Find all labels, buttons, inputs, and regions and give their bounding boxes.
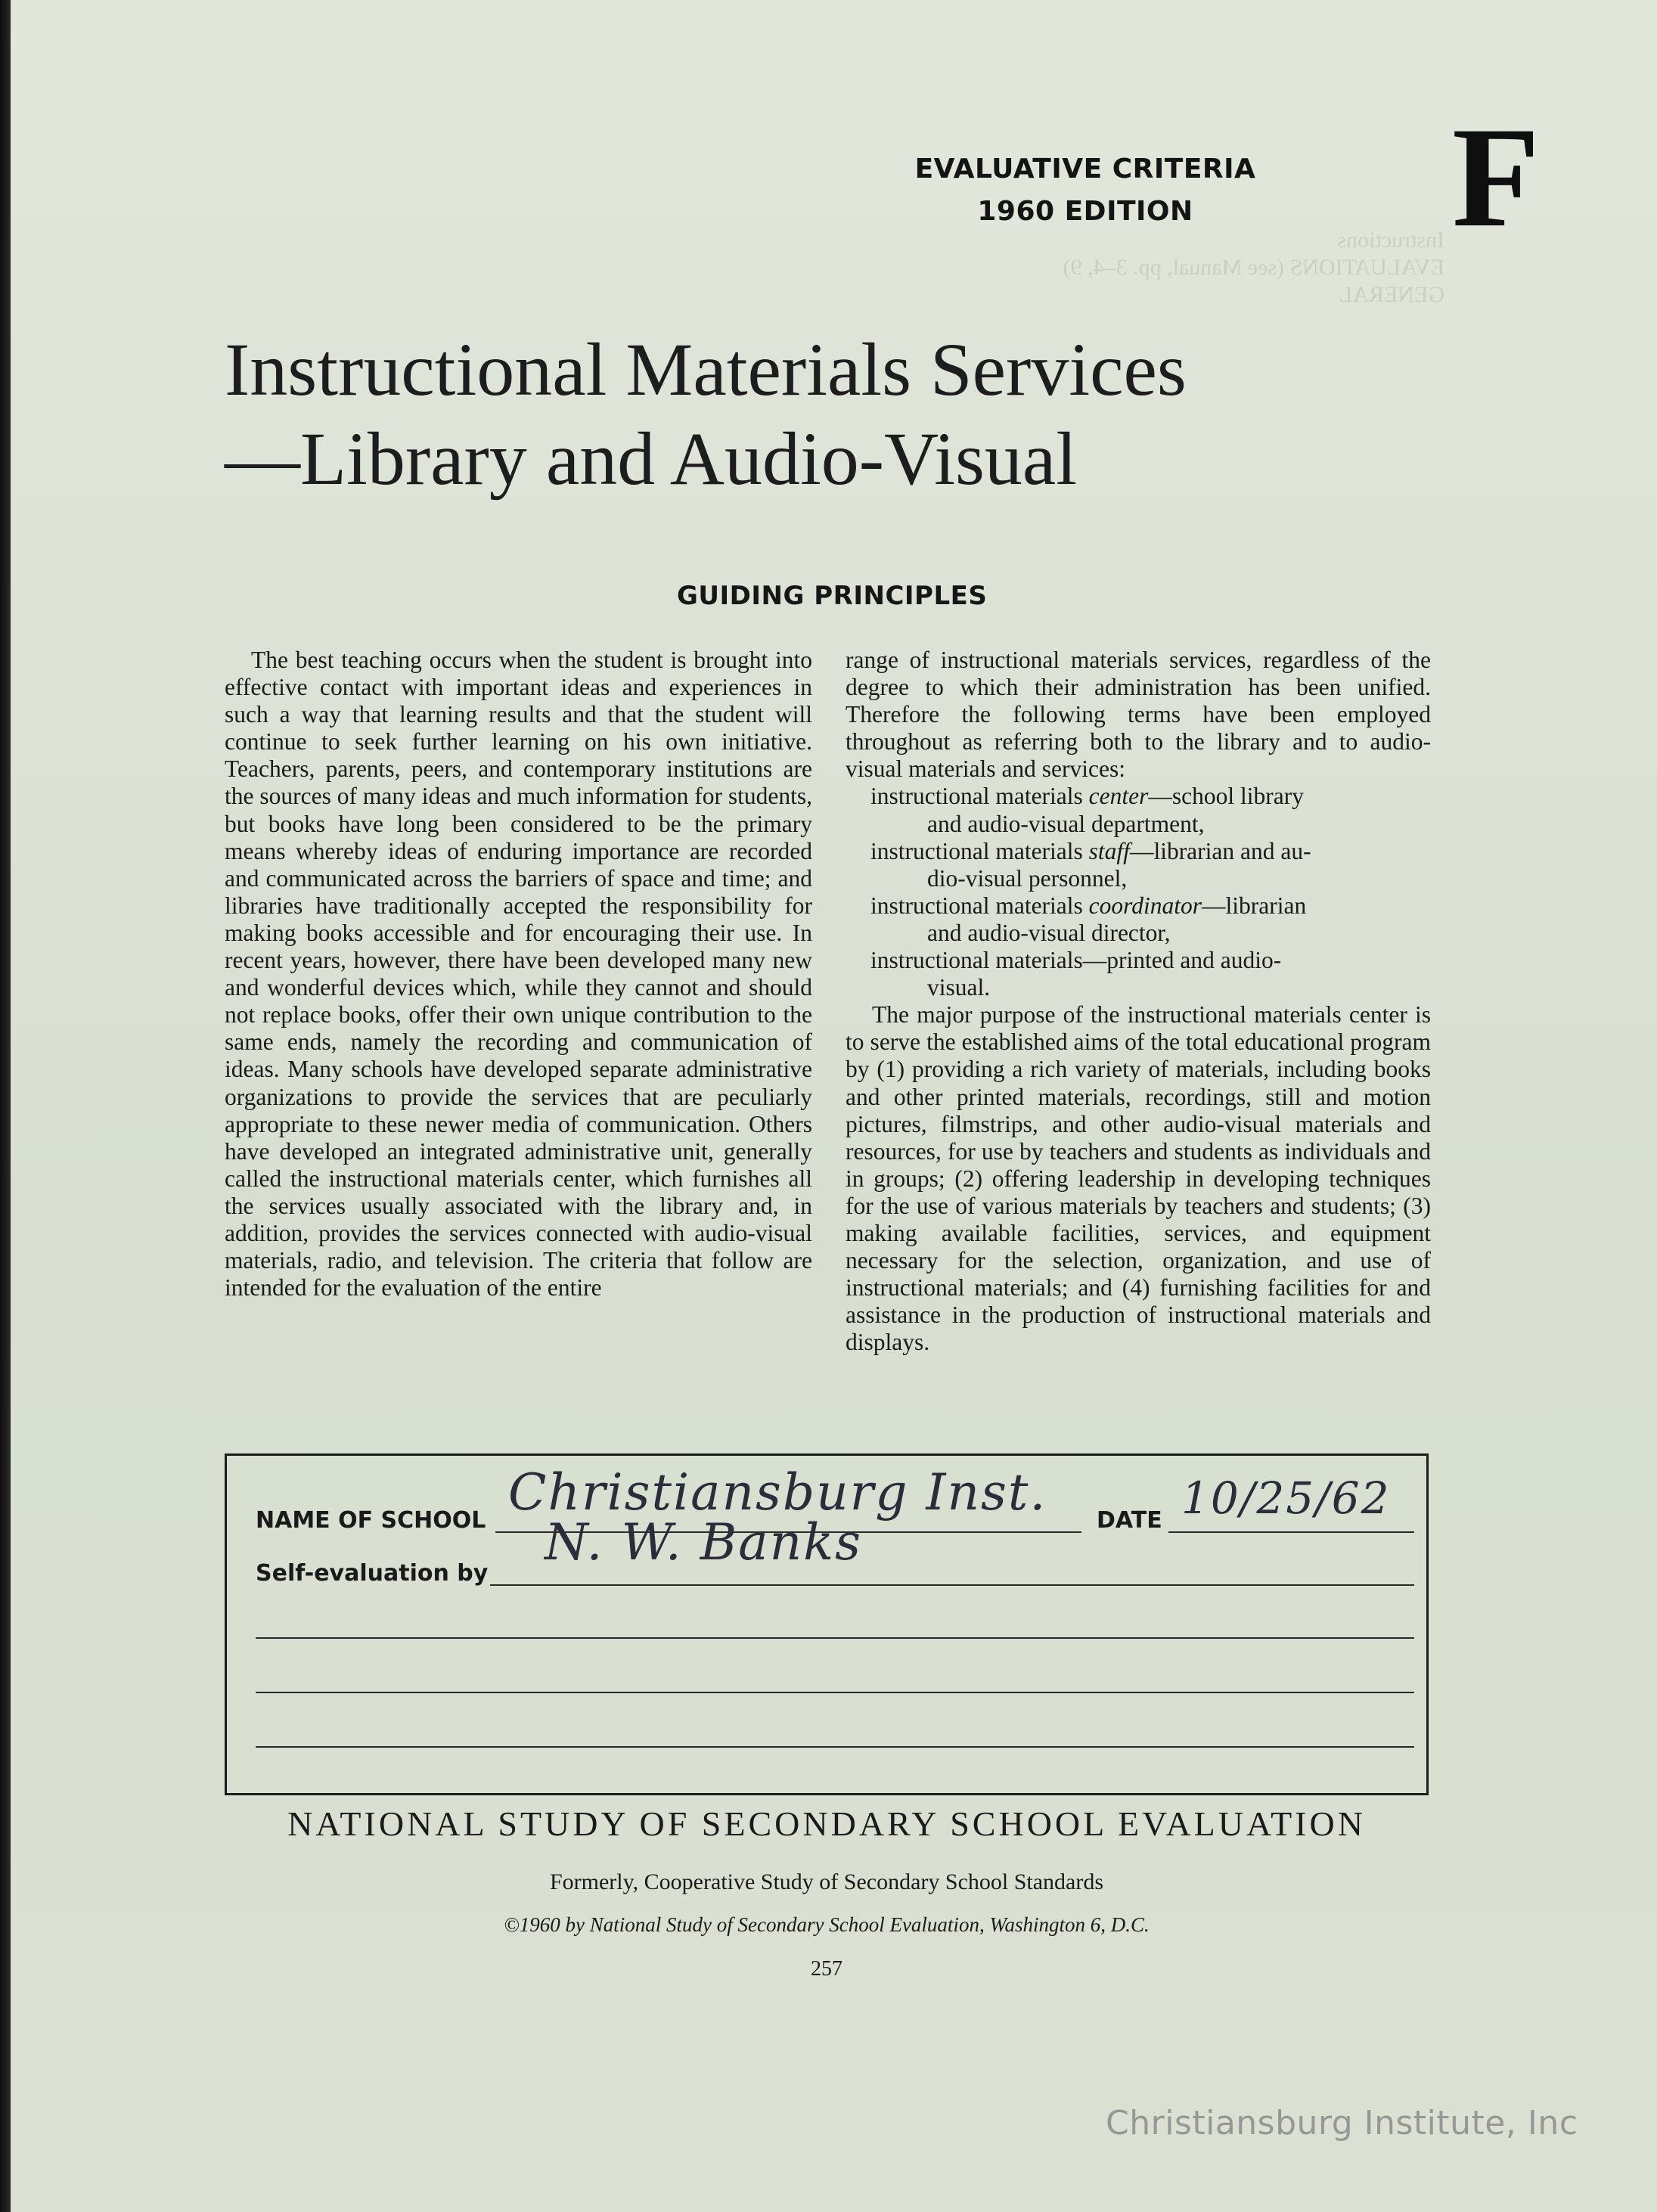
left-column	[225, 647, 812, 1301]
blank-line-3	[256, 1746, 1414, 1748]
copyright-line: ©1960 by National Study of Secondary School Evaluation, Washington 6, D.C.	[504, 1913, 1150, 1936]
blank-line-1	[256, 1637, 1414, 1639]
term-definition: instructional materials staff—librarian and au- dio-visual personnel,	[870, 837, 1311, 892]
school-name-label: NAME OF SCHOOL	[256, 1507, 486, 1534]
evaluator-value[interactable]: N. W. Banks	[545, 1513, 862, 1571]
self-evaluation-label: Self-evaluation by	[256, 1560, 489, 1587]
header-edition: 1960 EDITION	[977, 196, 1193, 227]
edition-header	[911, 148, 1259, 233]
formerly-line: Formerly, Cooperative Study of Secondary School Standards	[549, 1869, 1104, 1894]
term-definition: instructional materials center—school library and audio-visual department,	[870, 783, 1304, 837]
guiding-principles-heading: GUIDING PRINCIPLES	[677, 581, 988, 611]
page-number: 257	[811, 1957, 842, 1981]
page-title	[225, 325, 1510, 504]
term-definition: instructional materials coordinator—librarian and audio-visual director,	[870, 892, 1307, 946]
left-column-text: The best teaching occurs when the student is brought into effective contact with important ideas and experiences in such a way that learning results and that the student will continue to seek further learning on his own initiative. Teachers, parents, peers, and contemporary institutions are the sources of many ideas and much information for students, but books have long been considered to be the primary means whereby ideas of enduring importance are recorded and communicated across the barriers of space and time; and libraries have traditionally accepted the responsibility for making books accessible and for encouraging their use. In recent years, however, there have been developed many new and wonderful devices which, while they cannot and should not replace books, offer their own unique contribution to the same ends, namely the recording and communication of ideas. Many schools have developed separate administrative organizations to provide the services that are peculiarly appropriate to these newer media of communication. Others have developed an integrated administrative unit, generally called the instructional materials center, which furnishes all the services usually associated with the library and, in addition, provides the services connected with audio-visual materials, radio, and television. The criteria that follow are intended for the evaluation of the entire	[225, 647, 812, 1301]
binding-edge	[0, 0, 11, 2212]
title-line-1: Instructional Materials Services	[225, 327, 1187, 411]
section-letter: F	[1452, 98, 1541, 257]
right-column	[846, 647, 1431, 1356]
watermark: Christiansburg Institute, Inc	[1106, 2104, 1578, 2142]
school-name-value[interactable]: Christiansburg Inst.	[508, 1463, 1047, 1522]
bleed-through-text: Instructions EVALUATIONS (see Manual, pp. 3–4, 9) GENERAL	[1063, 228, 1444, 307]
date-label: DATE	[1097, 1507, 1162, 1534]
date-line	[1168, 1531, 1414, 1533]
evaluator-line	[490, 1584, 1414, 1586]
header-criteria: EVALUATIVE CRITERIA	[914, 154, 1256, 185]
right-column-closing: The major purpose of the instructional materials center is to serve the established aims of the total educational program by (1) providing a rich variety of materials, including books and other printed materials, recordings, still and motion pictures, filmstrips, and other audio-visual materials and resources, for use by teachers and students as individuals and in groups; (2) offering leadership in developing techniques for the use of various materials by teachers and students; (3) making available facilities, services, and equipment necessary for the selection, organization, and use of instructional materials; and (4) furnishing facilities for and assistance in the production of instructional materials and displays.	[846, 1001, 1431, 1356]
blank-line-2	[256, 1692, 1414, 1693]
organization-name: NATIONAL STUDY OF SECONDARY SCHOOL EVALUATION	[287, 1804, 1366, 1843]
right-column-intro: range of instructional materials services, regardless of the degree to which their administration has been unified. Therefore the following terms have been employed throughout as referring both to the library and to audio-visual materials and services:	[846, 647, 1431, 783]
term-definition: instructional materials—printed and audio- visual.	[870, 947, 1282, 1001]
title-line-2: —Library and Audio-Visual	[225, 417, 1078, 501]
school-info-form	[225, 1453, 1429, 1795]
date-value[interactable]: 10/25/62	[1181, 1472, 1391, 1524]
